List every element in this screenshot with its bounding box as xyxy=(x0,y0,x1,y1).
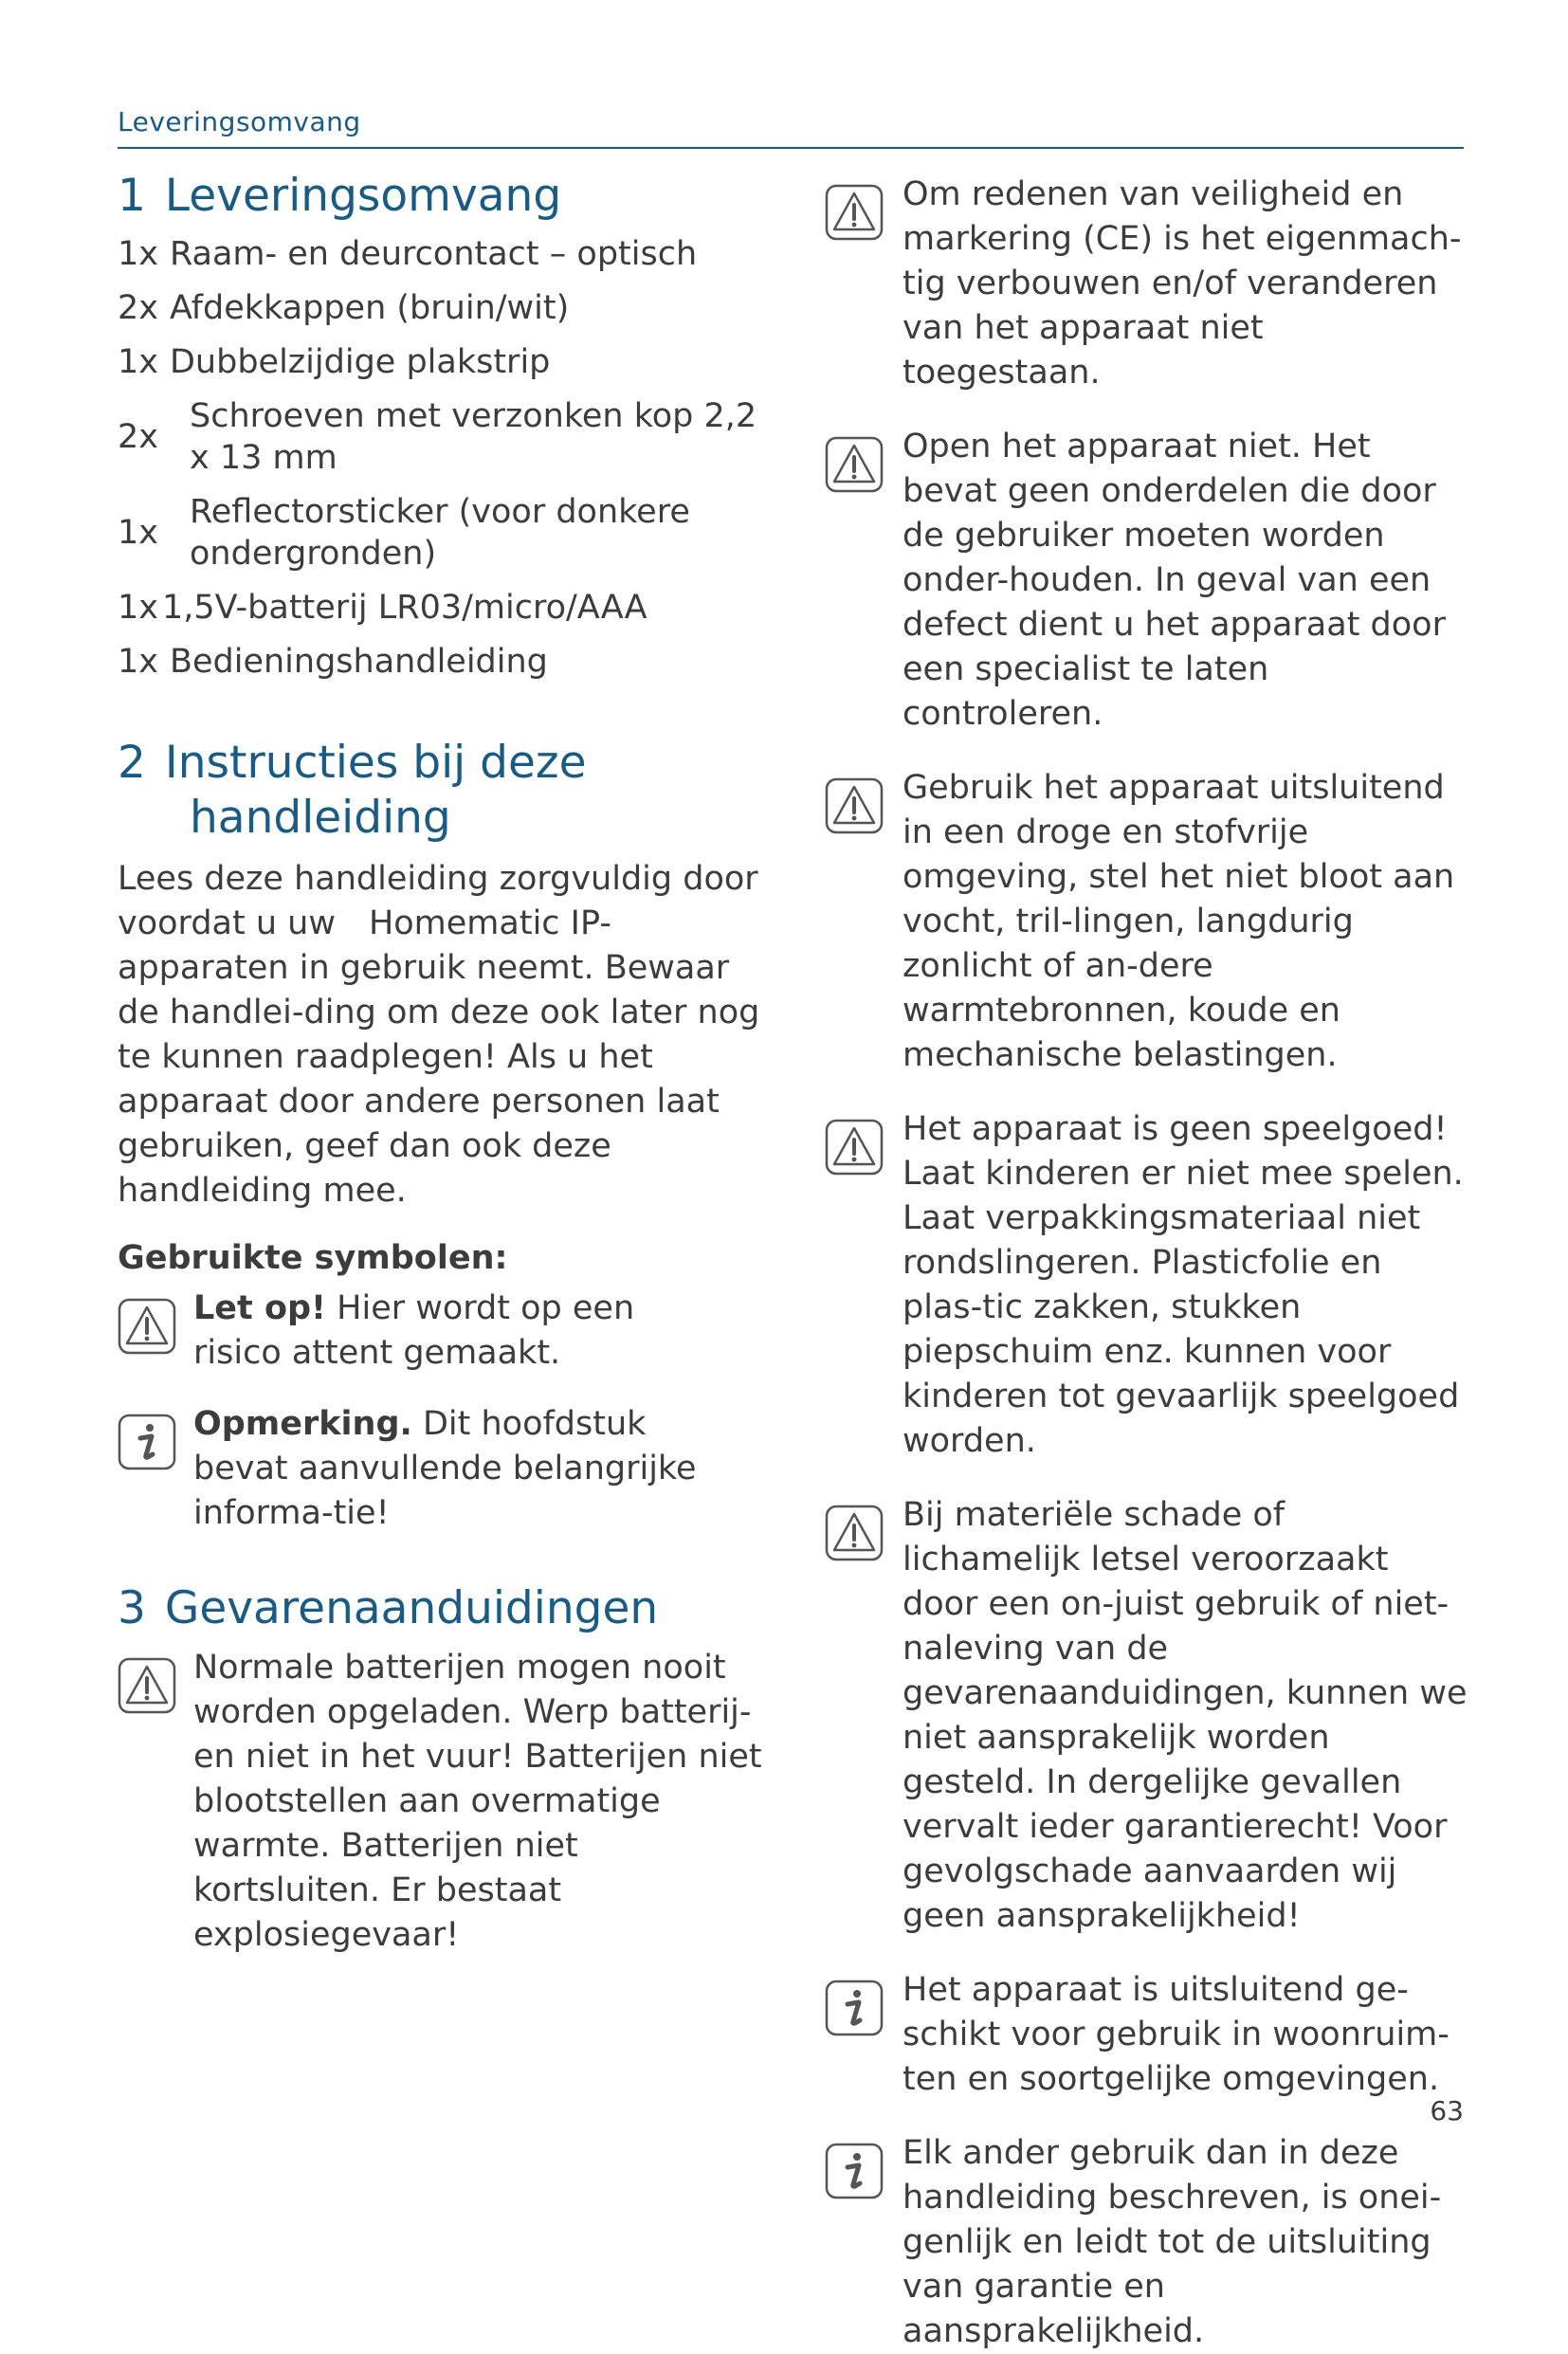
running-header: Leveringsomvang xyxy=(118,106,361,137)
safety-note-text: Open het apparaat niet. Het bevat geen onderdelen die door de gebruiker moeten worden onder-houden. In geval van een defect dient u het apparaat door een specialist te laten controleren. xyxy=(903,428,1446,733)
warning-icon xyxy=(825,1505,884,1561)
list-item xyxy=(118,341,781,383)
list-item xyxy=(118,395,781,479)
section-2-paragraph: Lees deze handleiding zorgvuldig door voordat u uw Homematic IP-apparaten in gebruik neemt. Bewaar de handlei-ding om deze ook later nog te kunnen raadplegen! Als u het apparaat door andere personen laat gebruiken, geef dan ook deze handleiding mee. xyxy=(118,860,760,1210)
scope-list xyxy=(118,233,781,683)
section-3-title: Gevarenaanduidingen xyxy=(164,1582,659,1634)
list-item xyxy=(118,233,781,275)
warning-icon xyxy=(825,436,884,493)
safety-note xyxy=(825,1107,1469,1464)
item-text: Bedieningshandleiding xyxy=(169,643,548,681)
list-item xyxy=(118,287,781,329)
battery-warning-text: Normale batterijen mogen nooit worden opgeladen. Werp batterij-en niet in het vuur! Batterijen niet blootstellen aan overmatige warmte. Batterijen niet kortsluiten. Er bestaat explosiegevaar! xyxy=(193,1649,762,1954)
section-2-title-line1: Instructies bij deze xyxy=(164,737,587,789)
item-text: Dubbelzijdige plakstrip xyxy=(169,343,551,381)
section-2-heading xyxy=(118,736,781,846)
info-icon xyxy=(118,1414,176,1470)
symbol-info-text xyxy=(193,1402,724,1536)
section-1-title: Leveringsomvang xyxy=(164,170,562,222)
safety-note-text: Bij materiële schade of lichamelijk letsel veroorzaakt door een on-juist gebruik of niet-naleving van de gevarenaanduidingen, kunnen we niet aansprakelijk worden gesteld. In dergelijke gevallen vervalt ieder garantierecht! Voor gevolgschade aanvaarden wij geen aansprakelijkheid! xyxy=(903,1496,1468,1935)
list-item xyxy=(118,587,781,629)
item-qty: 2x xyxy=(118,418,158,456)
safety-note-text: Het apparaat is geen speelgoed! Laat kinderen er niet mee spelen. Laat verpakkingsmateriaal niet rondslingeren. Plasticfolie en plas-tic zakken, stukken piepschuim enz. kunnen voor kinderen tot gevaarlijk speelgoed worden. xyxy=(903,1110,1464,1460)
warning-icon xyxy=(118,1657,176,1714)
info-icon xyxy=(825,1980,884,2036)
info-note xyxy=(825,1968,1469,2102)
warning-icon xyxy=(825,1119,884,1176)
item-text: 1,5V-batterij LR03/micro/AAA xyxy=(161,589,647,627)
item-text: Reflectorsticker (voor donkere ondergronden) xyxy=(190,493,690,573)
item-text: Afdekkappen (bruin/wit) xyxy=(169,289,570,327)
item-qty: 1x xyxy=(118,643,158,681)
symbol-info-note xyxy=(118,1402,781,1536)
section-1-heading xyxy=(118,169,781,224)
page-number: 63 xyxy=(1430,2095,1464,2126)
item-qty: 1x xyxy=(118,589,158,627)
item-qty: 1x xyxy=(118,514,158,552)
symbol-warning-bold: Let op! xyxy=(193,1289,327,1327)
symbol-warning-body: Hier wordt op een risico attent gemaakt. xyxy=(193,1289,635,1372)
battery-warning-note xyxy=(118,1646,781,1958)
item-qty: 2x xyxy=(118,289,158,327)
section-2-title-line2: handleiding xyxy=(190,792,451,844)
info-note-text: Elk ander gebruik dan in deze handleiding beschreven, is onei-genlijk en leidt tot de uitsluiting van garantie en aansprakelijkheid. xyxy=(903,2134,1442,2350)
item-text: Raam- en deurcontact – optisch xyxy=(169,235,698,273)
header-rule xyxy=(118,147,1464,149)
left-column xyxy=(118,169,781,1958)
list-item xyxy=(118,491,781,575)
list-item xyxy=(118,641,781,683)
section-2-number: 2 xyxy=(118,737,146,789)
safety-note xyxy=(825,173,1469,395)
item-text: Schroeven met verzonken kop 2,2 x 13 mm xyxy=(190,397,757,477)
section-3-heading xyxy=(118,1581,781,1636)
safety-note-text: Gebruik het apparaat uitsluitend in een droge en stofvrije omgeving, stel het niet bloot aan vocht, tril-lingen, langdurig zonlicht of an-dere warmtebronnen, koude en mechanische belastingen. xyxy=(903,769,1455,1074)
safety-note xyxy=(825,425,1469,737)
warning-icon xyxy=(825,777,884,834)
section-3-number: 3 xyxy=(118,1582,146,1634)
info-note xyxy=(825,2131,1469,2354)
safety-note xyxy=(825,766,1469,1078)
symbols-heading: Gebruikte symbolen: xyxy=(118,1239,508,1277)
item-qty: 1x xyxy=(118,235,158,273)
info-icon xyxy=(825,2143,884,2199)
safety-note-text: Om redenen van veiligheid en markering (CE) is het eigenmach-tig verbouwen en/of veranderen van het apparaat niet toegestaan. xyxy=(903,175,1462,392)
safety-note xyxy=(825,1493,1469,1939)
symbol-warning-text xyxy=(193,1286,724,1376)
section-1-number: 1 xyxy=(118,170,146,222)
symbol-info-body: Dit hoofdstuk bevat aanvullende belangrijke informa-tie! xyxy=(193,1405,697,1532)
symbol-info-bold: Opmerking. xyxy=(193,1405,412,1443)
right-column xyxy=(825,169,1469,2354)
warning-icon xyxy=(825,184,884,241)
symbol-warning-note xyxy=(118,1286,781,1376)
warning-icon xyxy=(118,1298,176,1355)
info-note-text: Het apparaat is uitsluitend ge-schikt voor gebruik in woonruim-ten en soortgelijke omgevingen. xyxy=(903,1971,1449,2098)
item-qty: 1x xyxy=(118,343,158,381)
